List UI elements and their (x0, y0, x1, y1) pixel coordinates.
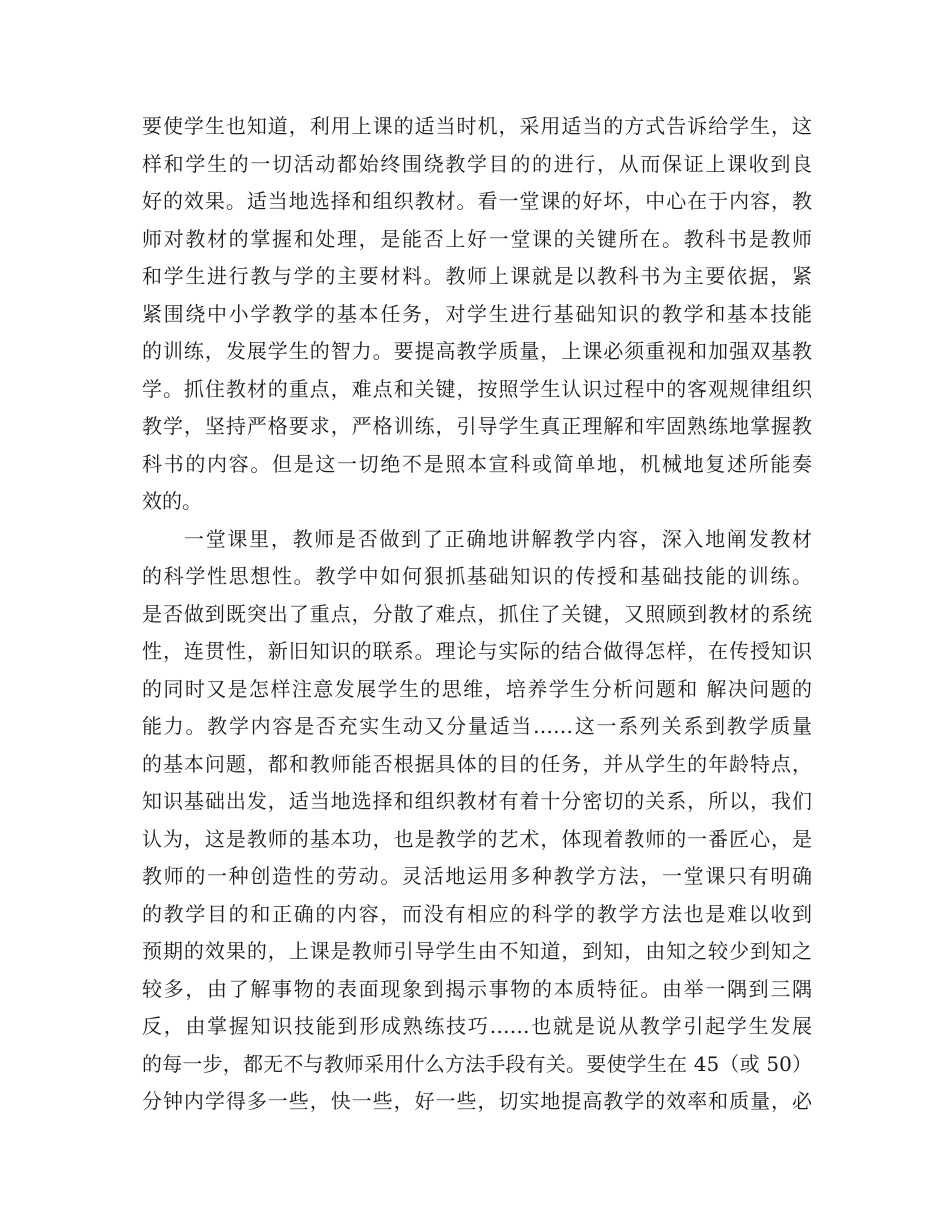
text-line: 能力。教学内容是否充实生动又分量适当……这一系列关系到教学质量 (142, 714, 812, 738)
text-line: 预期的效果的，上课是教师引导学生由不知道，到知，由知之较少到知之 (142, 939, 812, 963)
text-line: 的每一步，都无不与教师采用什么方法手段有关。要使学生在 45（或 50） (142, 1051, 812, 1076)
paragraph-1 (142, 108, 812, 521)
text-line: 样和学生的一切活动都始终围绕教学目的的进行，从而保证上课收到良 (142, 151, 812, 176)
text-line: 较多，由了解事物的表面现象到揭示事物的本质特征。由举一隅到三隅 (142, 976, 812, 1001)
text-line: 要使学生也知道，利用上课的适当时机，采用适当的方式告诉给学生，这 (142, 114, 812, 138)
text-line: 师对教材的掌握和处理，是能否上好一堂课的关键所在。教科书是教师 (142, 226, 812, 251)
paragraph-2 (142, 521, 812, 1121)
text-line: 一堂课里，教师是否做到了正确地讲解教学内容，深入地阐发教材 (184, 526, 812, 551)
text-line: 的教学目的和正确的内容，而没有相应的科学的教学方法也是难以收到 (142, 901, 812, 926)
text-line: 科书的内容。但是这一切绝不是照本宣科或简单地，机械地复述所能奏 (142, 451, 812, 476)
text-line: 和学生进行教与学的主要材料。教师上课就是以教科书为主要依据，紧 (142, 264, 812, 288)
text-line: 紧围绕中小学教学的基本任务，对学生进行基础知识的教学和基本技能 (142, 301, 812, 326)
text-line: 反，由掌握知识技能到形成熟练技巧……也就是说从教学引起学生发展 (142, 1014, 812, 1038)
text-line: 的基本问题，都和教师能否根据具体的目的任务，并从学生的年龄特点， (142, 751, 812, 776)
text-line: 的训练，发展学生的智力。要提高教学质量，上课必须重视和加强双基教 (142, 339, 812, 363)
text-line: 分钟内学得多一些，快一些，好一些，切实地提高教学的效率和质量，必 (142, 1089, 812, 1113)
text-line: 效的。 (142, 489, 202, 513)
text-line: 知识基础出发，适当地选择和组织教材有着十分密切的关系，所以，我们 (142, 789, 812, 813)
text-line: 的科学性思想性。教学中如何狠抓基础知识的传授和基础技能的训练。 (142, 564, 812, 588)
text-line: 认为，这是教师的基本功，也是教学的艺术，体现着教师的一番匠心，是 (142, 826, 812, 851)
text-line: 性，连贯性，新旧知识的联系。理论与实际的结合做得怎样，在传授知识 (142, 639, 812, 663)
text-line: 教师的一种创造性的劳动。灵活地运用多种教学方法，一堂课只有明确 (142, 864, 812, 888)
text-line: 好的效果。适当地选择和组织教材。看一堂课的好坏，中心在于内容，教 (142, 189, 812, 213)
text-line: 是否做到既突出了重点，分散了难点，抓住了关键，又照顾到教材的系统 (142, 601, 812, 626)
text-line: 教学，坚持严格要求，严格训练，引导学生真正理解和牢固熟练地掌握教 (142, 414, 812, 438)
document-body (142, 108, 812, 1121)
text-line: 的同时又是怎样注意发展学生的思维，培养学生分析问题和 解决问题的 (142, 676, 812, 701)
text-line: 学。抓住教材的重点，难点和关键，按照学生认识过程中的客观规律组织 (142, 376, 812, 401)
